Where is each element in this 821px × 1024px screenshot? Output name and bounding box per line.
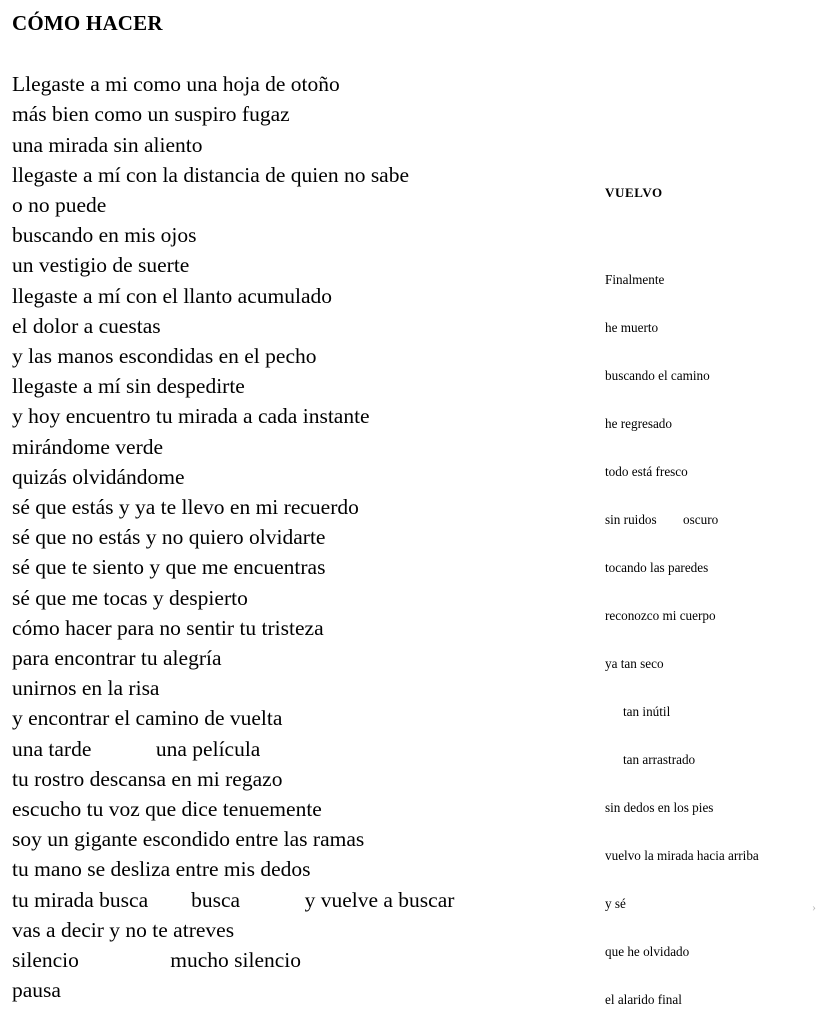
poem-line: llegaste a mí con la distancia de quien no sabe <box>12 162 410 187</box>
poem-line: he muerto <box>605 320 659 336</box>
poem-line: vuelvo la mirada hacia arriba <box>605 848 759 864</box>
poem-line: para encontrar tu alegría <box>12 645 222 670</box>
poem-line: llegaste a mí sin despedirte <box>12 374 245 399</box>
poem-line: que he olvidado <box>605 944 690 960</box>
poem-line: el alarido final <box>605 992 682 1008</box>
poem-line: Finalmente <box>605 272 665 288</box>
poem-line: tu rostro descansa en mi regazo <box>12 766 283 791</box>
poem-line: mirándome verde <box>12 434 164 459</box>
poem-line: tan inútil <box>623 704 671 720</box>
poem-line: sé que estás y ya te llevo en mi recuerdo <box>12 494 359 519</box>
poem-line: y las manos escondidas en el pecho <box>12 343 317 368</box>
poem-line: reconozco mi cuerpo <box>605 608 716 624</box>
right-poem-body <box>605 256 815 1024</box>
poem-line: una tarde una película <box>12 736 261 761</box>
left-poem-column <box>12 12 592 1005</box>
poem-line: soy un gigante escondido entre las ramas <box>12 827 365 852</box>
poem-line: llegaste a mí con el llanto acumulado <box>12 283 333 308</box>
poem-line: y hoy encuentro tu mirada a cada instante <box>12 404 370 429</box>
poem-line: cómo hacer para no sentir tu tristeza <box>12 615 324 640</box>
poem-line: y sé <box>605 896 626 912</box>
poem-line: Llegaste a mi como una hoja de otoño <box>12 72 340 97</box>
poem-line: buscando el camino <box>605 368 710 384</box>
poem-line: he regresado <box>605 416 672 432</box>
poem-line: sé que te siento y que me encuentras <box>12 555 326 580</box>
poem-line: pausa <box>12 978 61 1003</box>
poem-line: y encontrar el camino de vuelta <box>12 706 283 731</box>
right-poem-title: VUELVO <box>605 185 663 200</box>
poem-line: tan arrastrado <box>623 752 696 768</box>
poem-line: más bien como un suspiro fugaz <box>12 102 290 127</box>
poem-line: silencio mucho silencio <box>12 947 302 972</box>
poem-line: el dolor a cuestas <box>12 313 161 338</box>
page-edge-mark: › <box>812 900 816 914</box>
poem-line: o no puede <box>12 192 107 217</box>
poem-line: tu mirada busca busca y vuelve a buscar <box>12 887 455 912</box>
poem-line: todo está fresco <box>605 464 688 480</box>
poem-line: vas a decir y no te atreves <box>12 917 235 942</box>
poem-line: escucho tu voz que dice tenuemente <box>12 796 322 821</box>
poem-line: unirnos en la risa <box>12 676 160 701</box>
poem-line: sin dedos en los pies <box>605 800 714 816</box>
left-poem-title: CÓMO HACER <box>12 11 163 35</box>
poem-line: sin ruidos oscuro <box>605 512 719 528</box>
poem-line: quizás olvidándome <box>12 464 185 489</box>
poem-line: sé que no estás y no quiero olvidarte <box>12 525 326 550</box>
poem-line: ya tan seco <box>605 656 664 672</box>
left-poem-body <box>12 69 592 1005</box>
poem-line: una mirada sin aliento <box>12 132 203 157</box>
poem-line: sé que me tocas y despierto <box>12 585 248 610</box>
right-poem-column <box>605 186 815 1024</box>
poem-line: buscando en mis ojos <box>12 223 197 248</box>
poem-line: tocando las paredes <box>605 560 709 576</box>
poem-line: un vestigio de suerte <box>12 253 190 278</box>
poem-line: tu mano se desliza entre mis dedos <box>12 857 311 882</box>
